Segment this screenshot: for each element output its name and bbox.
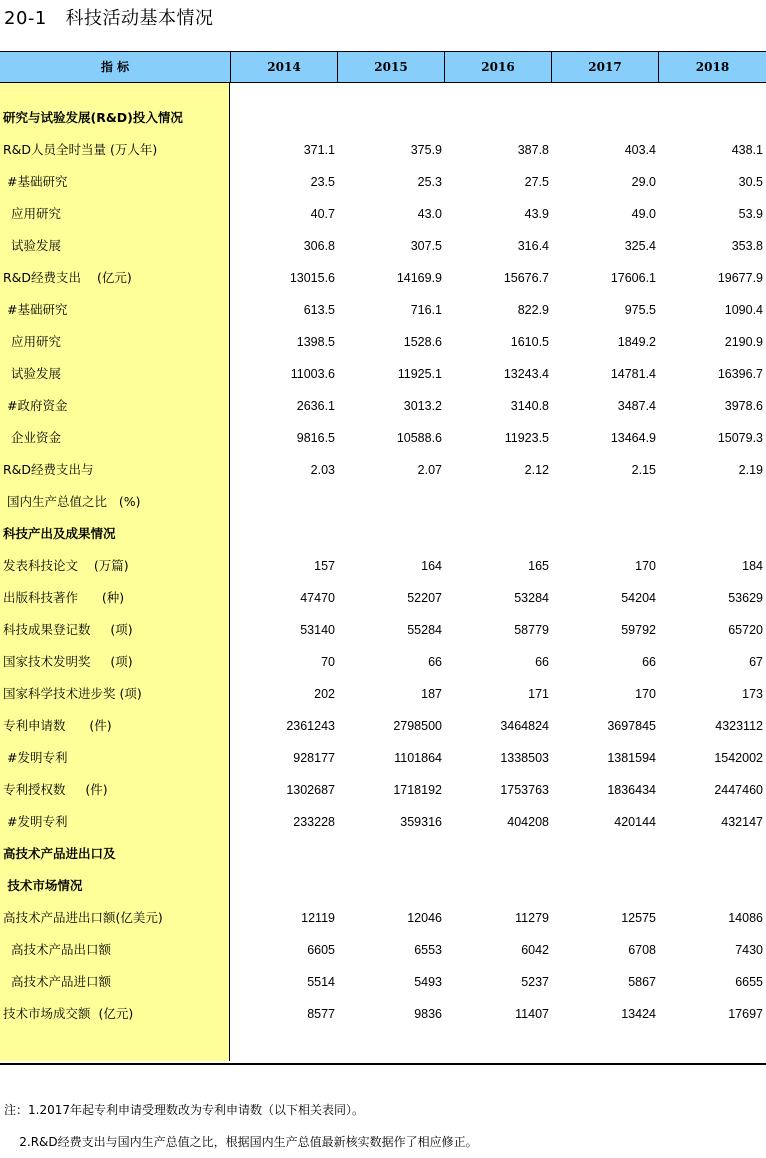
- row-label: 科技成果登记数 (项): [3, 622, 133, 637]
- table-row: [0, 358, 766, 390]
- value-cell: 353.8: [731, 239, 763, 253]
- value-cell: 3487.4: [617, 399, 656, 413]
- footnote: 注：1.2017年起专利申请受理数改为专利申请数（以下相关表同）。: [4, 1103, 364, 1117]
- table-row: [0, 166, 766, 198]
- row-label: 应用研究: [3, 334, 61, 349]
- value-cell: 404208: [507, 815, 549, 829]
- section-heading: 科技产出及成果情况: [3, 526, 116, 541]
- value-cell: 1753763: [500, 783, 549, 797]
- value-cell: 371.1: [303, 143, 335, 157]
- table-header: [0, 52, 766, 83]
- row-label: 国家科学技术进步奖 (项): [3, 686, 142, 701]
- value-cell: 375.9: [410, 143, 442, 157]
- value-cell: 4323112: [715, 719, 763, 733]
- row-label: 高技术产品进口额: [3, 974, 111, 989]
- value-cell: 233228: [293, 815, 335, 829]
- row-label: R&D人员全时当量 (万人年): [3, 142, 158, 157]
- value-cell: 8577: [307, 1007, 335, 1021]
- value-cell: 1610.5: [510, 335, 549, 349]
- value-cell: 70: [321, 655, 335, 669]
- table-row: [0, 966, 766, 998]
- row-label: 试验发展: [3, 366, 61, 381]
- value-cell: 3013.2: [403, 399, 442, 413]
- value-cell: 822.9: [517, 303, 549, 317]
- table-row: [0, 934, 766, 966]
- value-cell: 306.8: [303, 239, 335, 253]
- header-year: 2018: [695, 60, 730, 74]
- table-row: [0, 742, 766, 774]
- page-title: 20-1 科技活动基本情况: [4, 8, 214, 29]
- value-cell: 29.0: [631, 175, 656, 189]
- value-cell: 170: [635, 559, 656, 573]
- value-cell: 173: [742, 687, 763, 701]
- value-cell: 1849.2: [617, 335, 656, 349]
- value-cell: 43.9: [524, 207, 549, 221]
- table-row: [0, 454, 766, 486]
- value-cell: 2447460: [714, 783, 763, 797]
- row-label: R&D经费支出 (亿元): [3, 270, 132, 285]
- value-cell: 3978.6: [724, 399, 763, 413]
- value-cell: 1101864: [394, 751, 442, 765]
- value-cell: 1836434: [607, 783, 656, 797]
- table-row: [0, 262, 766, 294]
- value-cell: 25.3: [417, 175, 442, 189]
- value-cell: 1398.5: [296, 335, 335, 349]
- value-cell: 65720: [728, 623, 763, 637]
- value-cell: 716.1: [410, 303, 442, 317]
- table-row: [0, 550, 766, 582]
- table-row: [0, 902, 766, 934]
- value-cell: 13243.4: [503, 367, 549, 381]
- table-row: [0, 422, 766, 454]
- value-cell: 2636.1: [296, 399, 335, 413]
- value-cell: 316.4: [517, 239, 549, 253]
- value-cell: 54204: [621, 591, 656, 605]
- value-cell: 12575: [621, 911, 656, 925]
- row-label: 专利授权数 (件): [3, 782, 108, 797]
- table-row: [0, 518, 766, 550]
- header-indicator: 指 标: [0, 52, 231, 82]
- value-cell: 15079.3: [717, 431, 763, 445]
- value-cell: 67: [749, 655, 763, 669]
- value-cell: 2.12: [524, 463, 549, 477]
- value-cell: 325.4: [624, 239, 656, 253]
- table-row: [0, 230, 766, 262]
- value-cell: 3464824: [500, 719, 549, 733]
- value-cell: 307.5: [410, 239, 442, 253]
- row-label: #基础研究: [3, 302, 68, 317]
- value-cell: 12119: [301, 911, 335, 925]
- value-cell: 6553: [414, 943, 442, 957]
- value-cell: 157: [314, 559, 335, 573]
- value-cell: 187: [421, 687, 442, 701]
- value-cell: 432147: [721, 815, 763, 829]
- value-cell: 1338503: [500, 751, 549, 765]
- row-label: 高技术产品进出口额(亿美元): [3, 910, 163, 925]
- value-cell: 5867: [628, 975, 656, 989]
- row-label: #发明专利: [3, 814, 68, 829]
- value-cell: 9836: [414, 1007, 442, 1021]
- value-cell: 53.9: [738, 207, 763, 221]
- value-cell: 14169.9: [396, 271, 442, 285]
- header-year: 2017: [552, 52, 659, 82]
- value-cell: 165: [528, 559, 549, 573]
- value-cell: 1718192: [393, 783, 442, 797]
- value-cell: 170: [635, 687, 656, 701]
- row-label: 专利申请数 (件): [3, 718, 112, 733]
- table-row: [0, 806, 766, 838]
- value-cell: 171: [528, 687, 549, 701]
- value-cell: 9816.5: [296, 431, 335, 445]
- row-label: R&D经费支出与: [3, 462, 94, 477]
- section-heading: 高技术产品进出口及: [3, 846, 116, 861]
- value-cell: 47470: [300, 591, 335, 605]
- value-cell: 13015.6: [289, 271, 335, 285]
- value-cell: 66: [535, 655, 549, 669]
- table-row: [0, 102, 766, 134]
- table-row: [0, 838, 766, 870]
- value-cell: 19677.9: [717, 271, 763, 285]
- row-label: 应用研究: [3, 206, 61, 221]
- value-cell: 11003.6: [290, 367, 335, 381]
- row-label: #发明专利: [3, 750, 68, 765]
- value-cell: 16396.7: [717, 367, 763, 381]
- header-year: 2014: [231, 52, 338, 82]
- value-cell: 27.5: [524, 175, 549, 189]
- value-cell: 6042: [521, 943, 549, 957]
- row-label: 企业资金: [3, 430, 61, 445]
- section-heading: 研究与试验发展(R&D)投入情况: [3, 110, 183, 125]
- value-cell: 17606.1: [610, 271, 656, 285]
- value-cell: 2190.9: [724, 335, 763, 349]
- row-label: 国内生产总值之比 (%): [3, 494, 141, 509]
- value-cell: 52207: [407, 591, 442, 605]
- value-cell: 17697: [728, 1007, 763, 1021]
- value-cell: 3140.8: [510, 399, 549, 413]
- value-cell: 13464.9: [610, 431, 656, 445]
- table-row: [0, 582, 766, 614]
- header-year: 2015: [338, 52, 445, 82]
- table-row: [0, 326, 766, 358]
- value-cell: 2.19: [738, 463, 763, 477]
- value-cell: 2.15: [631, 463, 656, 477]
- value-cell: 11407: [515, 1007, 549, 1021]
- value-cell: 14781.4: [610, 367, 656, 381]
- table-row: [0, 390, 766, 422]
- value-cell: 5493: [414, 975, 442, 989]
- value-cell: 66: [642, 655, 656, 669]
- section-heading: 技术市场情况: [3, 878, 83, 893]
- value-cell: 5237: [521, 975, 549, 989]
- table-row: [0, 614, 766, 646]
- value-cell: 7430: [735, 943, 763, 957]
- row-label: 高技术产品出口额: [3, 942, 111, 957]
- value-cell: 13424: [621, 1007, 656, 1021]
- table-row: [0, 998, 766, 1030]
- value-cell: 164: [421, 559, 442, 573]
- value-cell: 1528.6: [403, 335, 442, 349]
- value-cell: 66: [428, 655, 442, 669]
- row-label: 出版科技著作 (种): [3, 590, 125, 605]
- value-cell: 14086: [728, 911, 763, 925]
- row-label: #政府资金: [3, 398, 68, 413]
- value-cell: 53140: [300, 623, 335, 637]
- value-cell: 53629: [728, 591, 763, 605]
- table-row: [0, 198, 766, 230]
- value-cell: 2.07: [417, 463, 442, 477]
- value-cell: 438.1: [731, 143, 763, 157]
- statistics-table: [0, 51, 766, 1065]
- value-cell: 6708: [628, 943, 656, 957]
- value-cell: 1302687: [286, 783, 335, 797]
- value-cell: 11923.5: [504, 431, 549, 445]
- value-cell: 2798500: [393, 719, 442, 733]
- value-cell: 975.5: [624, 303, 656, 317]
- value-cell: 184: [742, 559, 763, 573]
- value-cell: 49.0: [631, 207, 656, 221]
- value-cell: 928177: [293, 751, 335, 765]
- value-cell: 11279: [515, 911, 549, 925]
- row-label: 试验发展: [3, 238, 61, 253]
- value-cell: 43.0: [417, 207, 442, 221]
- value-cell: 3697845: [607, 719, 656, 733]
- value-cell: 53284: [514, 591, 549, 605]
- row-label: 技术市场成交额 (亿元): [3, 1006, 134, 1021]
- value-cell: 30.5: [738, 175, 763, 189]
- table-row: [0, 678, 766, 710]
- value-cell: 55284: [407, 623, 442, 637]
- value-cell: 1381594: [607, 751, 656, 765]
- header-year: 2016: [445, 52, 552, 82]
- table-row: [0, 710, 766, 742]
- row-label: 国家技术发明奖 (项): [3, 654, 133, 669]
- table-row: [0, 294, 766, 326]
- table-row: [0, 486, 766, 518]
- row-label: #基础研究: [3, 174, 68, 189]
- footnote: 2.R&D经费支出与国内生产总值之比，根据国内生产总值最新核实数据作了相应修正。: [4, 1135, 478, 1149]
- value-cell: 12046: [407, 911, 442, 925]
- value-cell: 10588.6: [396, 431, 442, 445]
- value-cell: 2361243: [286, 719, 335, 733]
- value-cell: 1090.4: [724, 303, 763, 317]
- value-cell: 420144: [614, 815, 656, 829]
- value-cell: 1542002: [714, 751, 763, 765]
- table-row: [0, 134, 766, 166]
- table-row: [0, 646, 766, 678]
- value-cell: 15676.7: [503, 271, 549, 285]
- value-cell: 202: [314, 687, 335, 701]
- value-cell: 11925.1: [397, 367, 442, 381]
- value-cell: 23.5: [310, 175, 335, 189]
- value-cell: 6605: [307, 943, 335, 957]
- value-cell: 6655: [735, 975, 763, 989]
- value-cell: 359316: [400, 815, 442, 829]
- value-cell: 403.4: [624, 143, 656, 157]
- row-label: 发表科技论文 (万篇): [3, 558, 129, 573]
- value-cell: 387.8: [517, 143, 549, 157]
- table-row: [0, 774, 766, 806]
- value-cell: 5514: [307, 975, 335, 989]
- value-cell: 59792: [621, 623, 656, 637]
- value-cell: 613.5: [303, 303, 335, 317]
- value-cell: 2.03: [310, 463, 335, 477]
- value-cell: 58779: [514, 623, 549, 637]
- value-cell: 40.7: [310, 207, 335, 221]
- table-row: [0, 870, 766, 902]
